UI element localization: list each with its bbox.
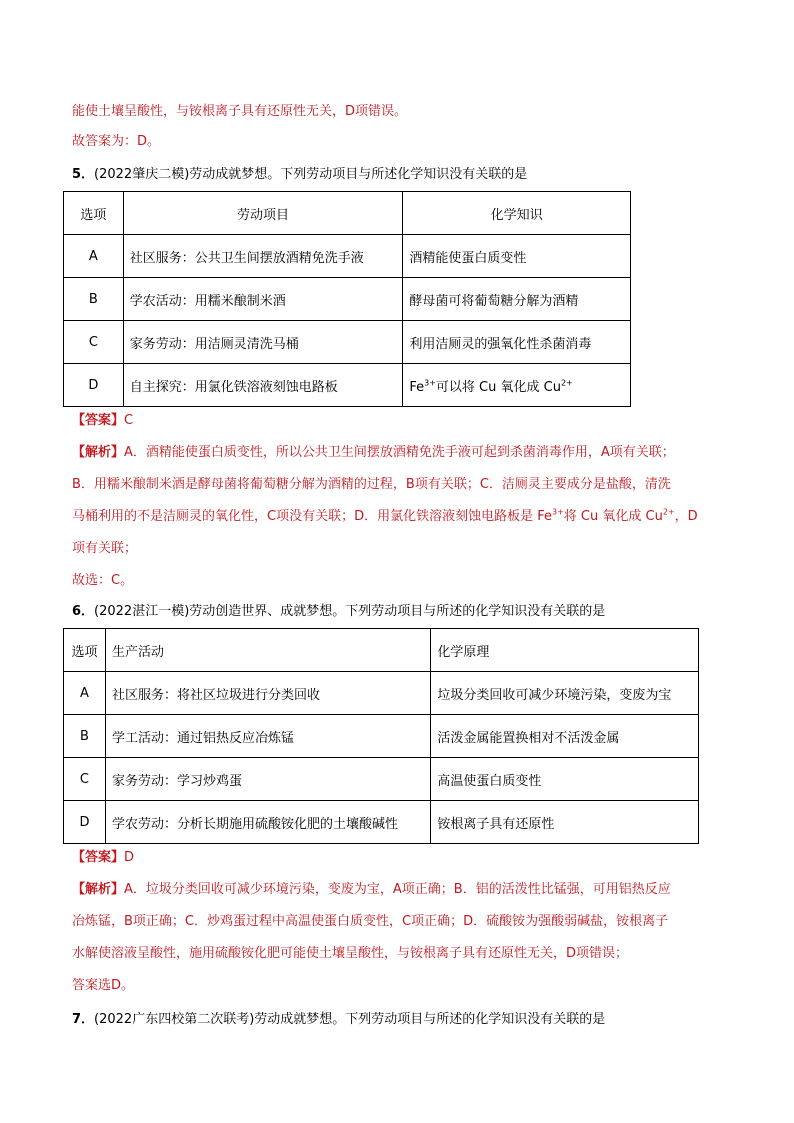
q5-answer: 【答案】C — [72, 413, 134, 428]
q6-option-b: B — [64, 715, 106, 758]
q6-number: 6． — [72, 604, 95, 619]
q5-stem — [72, 166, 527, 184]
q5-analysis-line3: 马桶利用的不是洁厕灵的氧化性，C项没有关联；D．用氯化铁溶液刻蚀电路板是 $Fe^{3+}$将 Cu 氧化成 $Cu^{2+}$，D — [72, 507, 698, 524]
q5-item-c: 家务劳动：用洁厕灵清洗马桶 — [123, 321, 403, 364]
q6-principle-c: 高温使蛋白质变性 — [431, 758, 699, 801]
q5-knowledge-a: 酒精能使蛋白质变性 — [403, 235, 631, 278]
q5-knowledge-c: 利用洁厕灵的强氧化性杀菌消毒 — [403, 321, 631, 364]
table-row — [64, 278, 631, 321]
q6-analysis-line3: 水解使溶液呈酸性，施用硫酸铵化肥可能使土壤呈酸性，与铵根离子具有还原性无关，D项错误； — [72, 946, 629, 961]
q6-analysis-line1: 【解析】A．垃圾分类回收可减少环境污染，变废为宝，A项正确；B．铝的活泼性比锰强，可用铝热反应 — [72, 882, 671, 897]
q7-stem — [72, 1011, 605, 1029]
q5-analysis-line4: 项有关联； — [72, 541, 138, 556]
q6-stem — [72, 603, 605, 621]
prev-conclusion: 故答案为：D。 — [72, 134, 161, 149]
q6-option-a: A — [64, 672, 106, 715]
q5-analysis-line1: 【解析】A．酒精能使蛋白质变性，所以公共卫生间摆放酒精免洗手液可起到杀菌消毒作用，A项有关联； — [72, 445, 675, 460]
q5-conclusion: 故选：C。 — [72, 573, 134, 588]
q5-header-option: 选项 — [64, 192, 124, 235]
q6-conclusion: 答案选D。 — [72, 978, 135, 993]
q5-item-b: 学农活动：用糯米酿制米酒 — [123, 278, 403, 321]
q6-item-d: 学农劳动：分析长期施用硫酸铵化肥的土壤酸碱性 — [105, 801, 430, 844]
table-row — [64, 364, 631, 407]
prev-analysis-end: 能使土壤呈酸性，与铵根离子具有还原性无关，D项错误。 — [72, 104, 408, 119]
q6-option-d: D — [64, 801, 106, 844]
q6-stem-text: (2022湛江一模)劳动创造世界、成就梦想。下列劳动项目与所述的化学知识没有关联的是 — [94, 604, 606, 619]
q5-knowledge-d: $Fe^{3+}$可以将 Cu 氧化成 $Cu^{2+}$ — [403, 364, 631, 407]
q6-header-principle: 化学原理 — [431, 629, 699, 672]
q6-header-item: 生产活动 — [105, 629, 430, 672]
table-row — [64, 758, 699, 801]
table-row — [64, 321, 631, 364]
q5-number: 5． — [72, 167, 95, 182]
q5-item-a: 社区服务：公共卫生间摆放酒精免洗手液 — [123, 235, 403, 278]
q6-item-b: 学工活动：通过铝热反应冶炼锰 — [105, 715, 430, 758]
q6-item-c: 家务劳动：学习炒鸡蛋 — [105, 758, 430, 801]
table-row — [64, 192, 631, 235]
table-row — [64, 672, 699, 715]
q6-principle-a: 垃圾分类回收可减少环境污染，变废为宝 — [431, 672, 699, 715]
q6-answer: 【答案】D — [72, 850, 135, 865]
q5-knowledge-b: 酵母菌可将葡萄糖分解为酒精 — [403, 278, 631, 321]
q6-analysis-line2: 冶炼锰，B项正确；C．炒鸡蛋过程中高温使蛋白质变性，C项正确；D．硫酸铵为强酸弱碱盐，铵根离子 — [72, 914, 669, 929]
q5-option-d: D — [64, 364, 124, 407]
q5-stem-text: (2022肇庆二模)劳动成就梦想。下列劳动项目与所述化学知识没有关联的是 — [94, 167, 528, 182]
q6-option-c: C — [64, 758, 106, 801]
q7-stem-text: (2022广东四校第二次联考)劳动成就梦想。下列劳动项目与所述的化学知识没有关联的是 — [94, 1012, 606, 1027]
q6-item-a: 社区服务：将社区垃圾进行分类回收 — [105, 672, 430, 715]
q6-principle-d: 铵根离子具有还原性 — [431, 801, 699, 844]
q5-option-a: A — [64, 235, 124, 278]
table-row — [64, 235, 631, 278]
q6-table — [63, 628, 699, 844]
q5-analysis-line2: B．用糯米酿制米酒是酵母菌将葡萄糖分解为酒精的过程，B项有关联；C．洁厕灵主要成分是盐酸，清洗 — [72, 477, 671, 492]
q5-item-d: 自主探究：用氯化铁溶液刻蚀电路板 — [123, 364, 403, 407]
q5-header-item: 劳动项目 — [123, 192, 403, 235]
q7-number: 7． — [72, 1012, 95, 1027]
q5-table — [63, 191, 631, 407]
q5-option-c: C — [64, 321, 124, 364]
table-row — [64, 715, 699, 758]
table-row — [64, 629, 699, 672]
table-row — [64, 801, 699, 844]
q6-header-option: 选项 — [64, 629, 106, 672]
q5-header-knowledge: 化学知识 — [403, 192, 631, 235]
q5-option-b: B — [64, 278, 124, 321]
q6-principle-b: 活泼金属能置换相对不活泼金属 — [431, 715, 699, 758]
